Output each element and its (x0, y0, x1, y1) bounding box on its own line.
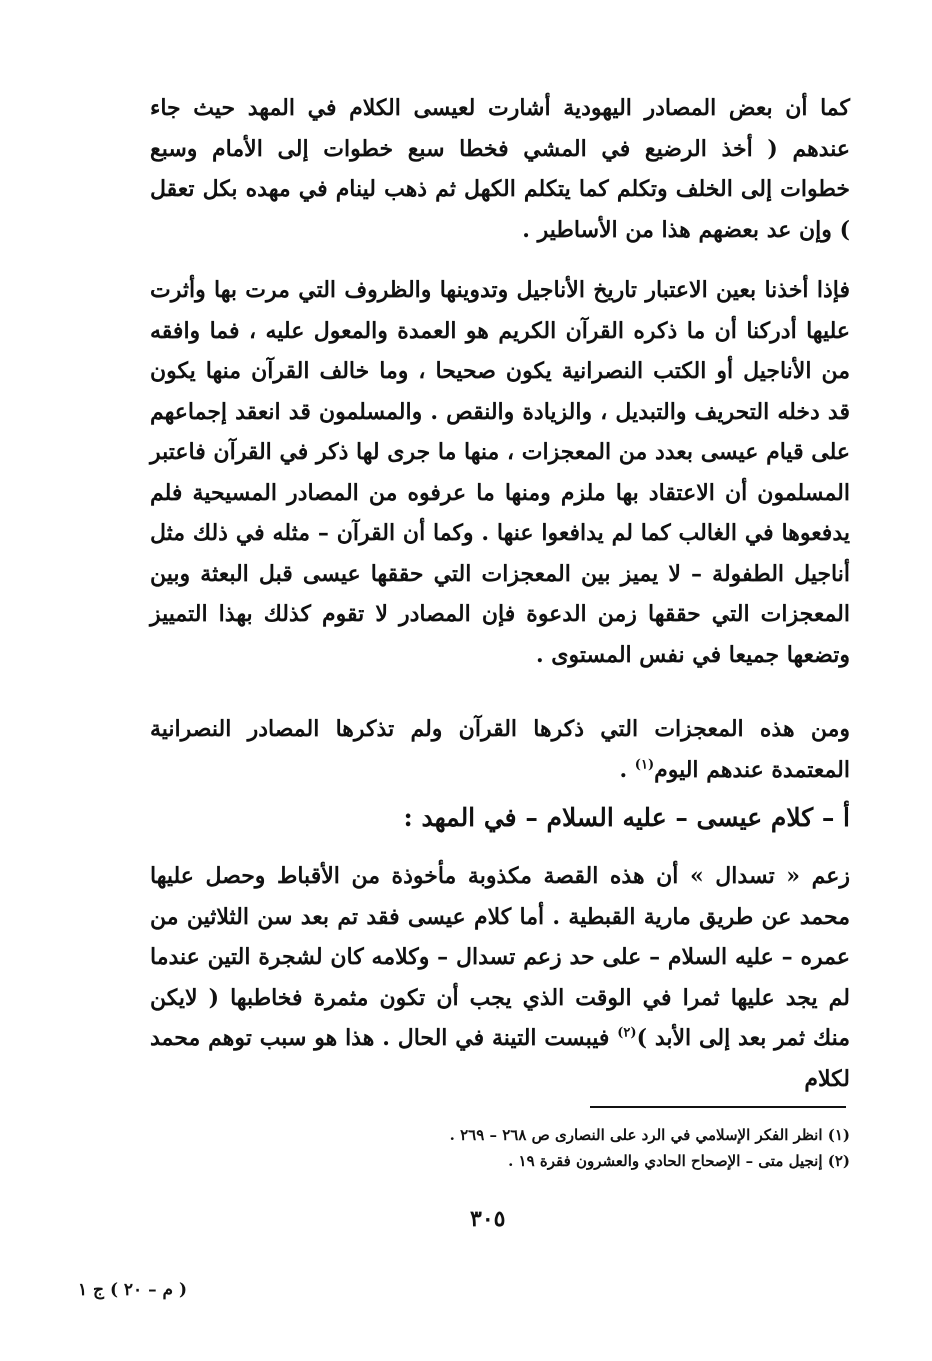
paragraph-text: فإذا أخذنا بعين الاعتبار تاريخ الأناجيل وتدوينها والظروف التي مرت بها وأثرت عليها أدركنا أن ما ذكره القرآن الكريم هو العمدة والمعول عليه ، فما وافقه من الأناجيل أو الكتب النصرانية يكون صحيحا ، وما خالف القرآن منها يكون قد دخله التحريف والتبديل ، والزيادة والنقص . والمسلمون قد انعقد إجماعهم على قيام عيسى بعدد من المعجزات ، منها ما جرى لها ذكر في القرآن فاعتبر المسلمون أن الاعتقاد بها ملزم ومنها ما عرفوه من المصادر المسيحية فلم يدفعوها في الغالب كما لم يدافعوا عنها . وكما أن القرآن – مثله في ذلك مثل أناجيل الطفولة – لا يميز بين المعجزات التي حققها عيسى قبل البعثة وبين المعجزات التي حققها زمن الدعوة فإن المصادر لا تقوم كذلك بهذا التمييز وتضعها جميعا في نفس المستوى . (150, 277, 850, 668)
footnote-2: (٢) إنجيل متى – الإصحاح الحادي والعشرون فقرة ١٩ . (508, 1152, 850, 1170)
paragraph-text: زعم « تسدال » أن هذه القصة مكذوبة مأخوذة من الأقباط وحصل عليها محمد عن طريق مارية القبطية . أما كلام عيسى فقد تم بعد سن الثلاثين من عمره – عليه السلام – على حد زعم تسدال – وكلامه كان لشجرة التين عندما لم يجد عليها ثمرا في الوقت الذي يجب أن تكون مثمرة فخاطبها ( لايكن منك ثمر بعد إلى الأبد ) (150, 863, 850, 1051)
footnote-divider (590, 1106, 846, 1108)
paragraph-miracles-intro (150, 709, 850, 790)
section-heading: أ – كلام عيسى – عليه السلام – في المهد : (403, 803, 850, 832)
paragraph-gospels-history (150, 270, 850, 675)
page-number: ٣٠٥ (470, 1206, 506, 1232)
footnote-ref-2: (٢) (617, 1025, 637, 1041)
footnote-1: (١) انظر الفكر الإسلامي في الرد على النصارى ص ٢٦٨ – ٢٦٩ . (449, 1126, 850, 1144)
paragraph-text: كما أن بعض المصادر اليهودية أشارت لعيسى الكلام في المهد حيث جاء عندهم ( أخذ الرضيع في المشي فخطا سبع خطوات إلى الأمام وسبع خطوات إلى الخلف وتكلم كما يتكلم الكهل ثم ذهب لينام في مهده بكل تعقل ) وإن عد بعضهم هذا من الأساطير . (150, 95, 850, 243)
paragraph-tisdall-claim (150, 856, 850, 1099)
paragraph-jewish-sources (150, 88, 850, 250)
footnote-ref-1: (١) (634, 757, 655, 773)
paragraph-end: . (619, 756, 635, 783)
paragraph-end: فيبست التينة في الحال . هذا هو سبب توهم محمد لكلام (150, 1025, 850, 1092)
paragraph-text: ومن هذه المعجزات التي ذكرها القرآن ولم تذكرها المصادر النصرانية المعتمدة عندهم اليوم (150, 716, 850, 783)
printer-signature-mark: ( م – ٢٠ ) ج ١ (78, 1280, 188, 1300)
footnotes (450, 1122, 850, 1174)
